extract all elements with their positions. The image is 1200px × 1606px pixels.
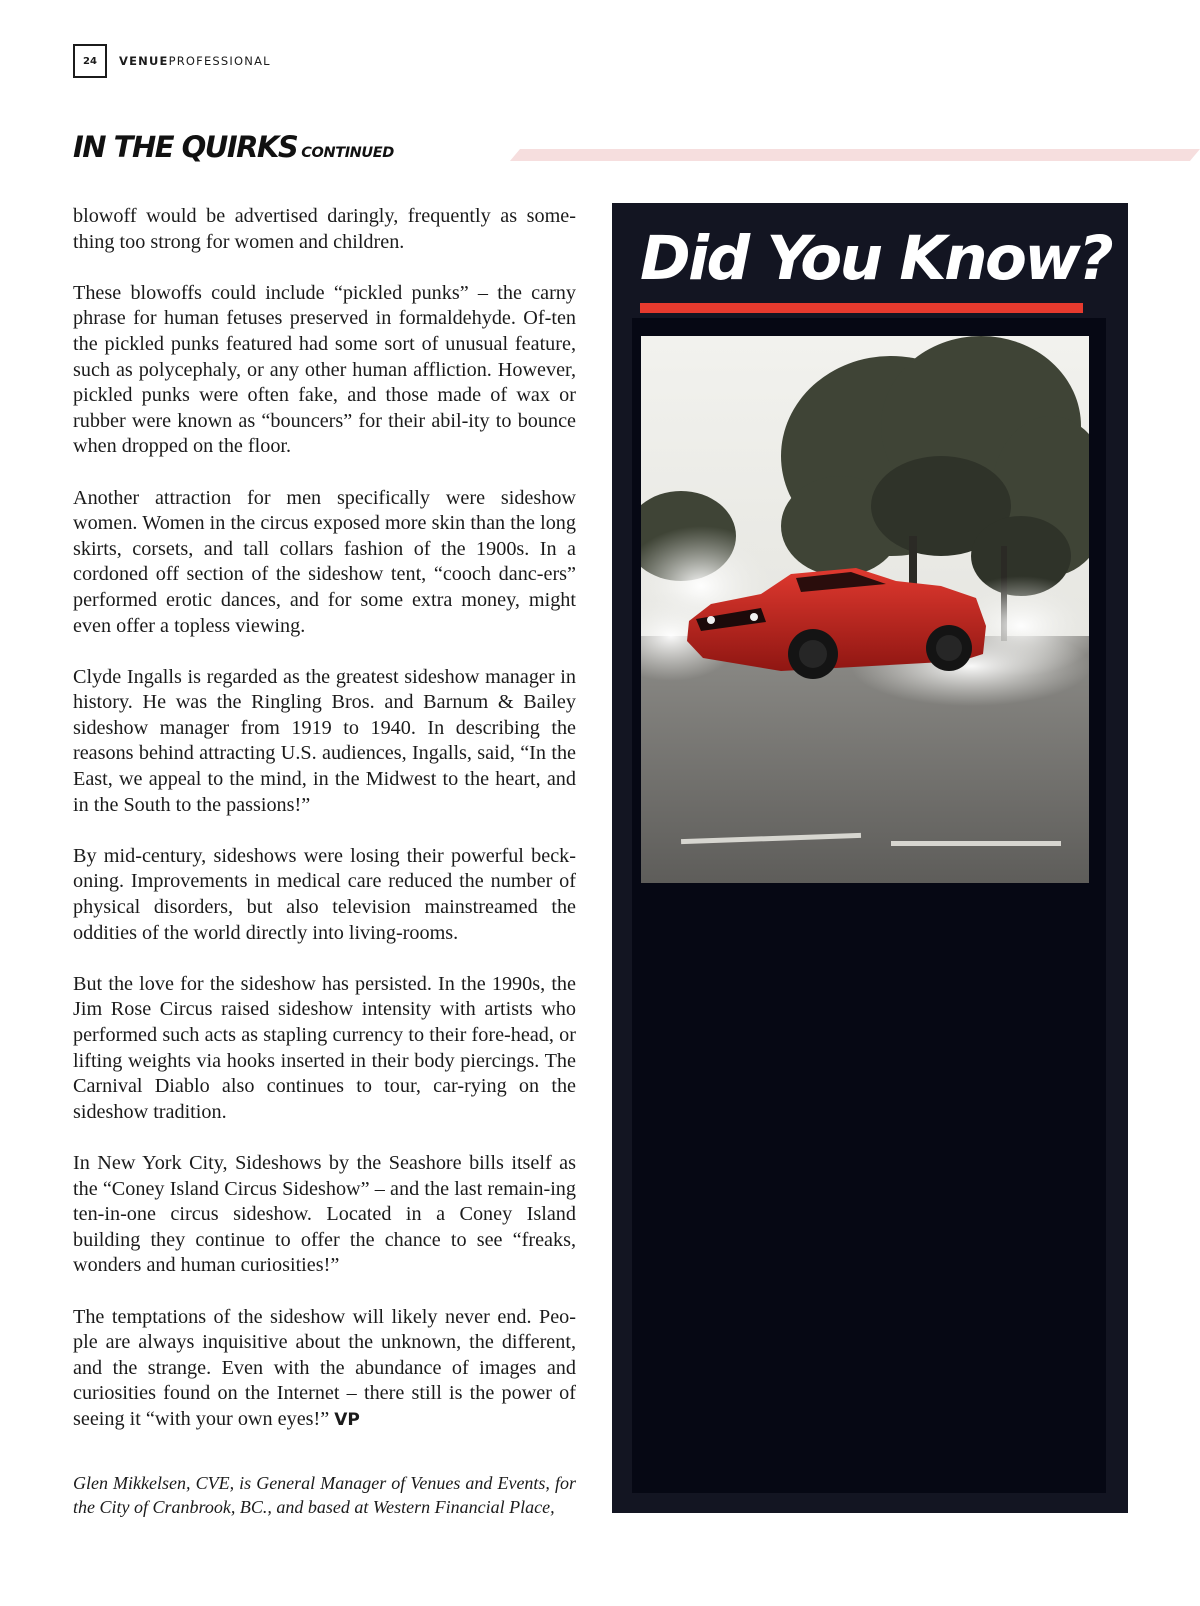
article-paragraph: But the love for the sideshow has persisted. In the 1990s, the Jim Rose Circus raised sideshow intensity with artists who performed such acts as stapling currency to their fore-head, or lifting weights via hooks inserted in their body piercings. The Carnival Diablo also continues to tour, car-rying on the sideshow tradition. [73, 972, 576, 1123]
author-bio: Glen Mikkelsen, CVE, is General Manager of Venues and Events, for the City of Cranbrook, BC., and based at Western Financial Place, [73, 1473, 576, 1517]
article-body [73, 204, 576, 1459]
article-paragraph: blowoff would be advertised daringly, frequently as some-thing too strong for women and children. [73, 205, 576, 253]
sidebar-red-rule [640, 303, 1083, 313]
end-mark: VP [334, 1409, 360, 1430]
last-paragraph-text: The temptations of the sideshow will likely never end. Peo-ple are always inquisitive about the unknown, the different, and the strange. Even with the abundance of images and curiosities found on the Internet – there still is the power of seeing it “with your own eyes!” [73, 1305, 576, 1430]
section-title-continued: CONTINUED [301, 145, 394, 161]
accent-stripe [510, 149, 1200, 161]
article-paragraph: Another attraction for men specifically were sideshow women. Women in the circus exposed more skin than the long skirts, corsets, and tall collars fashion of the 1900s. In a cordoned off section of the sideshow tent, “cooch danc-ers” performed erotic dances, and for some extra money, might even offer a topless viewing. [73, 486, 576, 637]
did-you-know-sidebar [612, 203, 1128, 1513]
section-title-main: IN THE QUIRKS [73, 130, 298, 164]
page-number: 24 [73, 44, 107, 78]
article-paragraph-last [73, 1305, 576, 1434]
magazine-title-bold: VENUE [119, 54, 169, 68]
section-title [73, 130, 394, 164]
page-header [73, 43, 271, 79]
sidebar-title: Did You Know? [640, 223, 1112, 294]
article-paragraph: In New York City, Sideshows by the Seashore bills itself as the “Coney Island Circus Sideshow” – and the last remain-ing ten-in-one circus sideshow. Located in a Coney Island building they continue to offer the chance to see “freaks, wonders and human curiosities!” [73, 1151, 576, 1277]
magazine-title [119, 54, 271, 68]
article-paragraph: These blowoffs could include “pickled punks” – the carny phrase for human fetuses preserved in formaldehyde. Of-ten the pickled punks featured had some sort of unusual feature, such as polycephaly, or any other human affliction. However, pickled punks were often fake, and those made of wax or rubber were known as “bouncers” for their abil-ity to bounce when dropped on the floor. [73, 281, 576, 458]
car-burnout-photo [641, 336, 1089, 883]
article-paragraph: By mid-century, sideshows were losing their powerful beck-oning. Improvements in medical care reduced the number of physical disorders, but also television mainstreamed the oddities of the world directly into living-rooms. [73, 844, 576, 944]
magazine-title-light: PROFESSIONAL [168, 54, 271, 68]
article-paragraph: Clyde Ingalls is regarded as the greatest sideshow manager in history. He was the Ringling Bros. and Barnum & Bailey sideshow manager from 1919 to 1940. In describing the reasons behind attracting U.S. audiences, Ingalls, said, “In the East, we appeal to the mind, in the Midwest to the heart, and in the South to the passions!” [73, 665, 576, 816]
